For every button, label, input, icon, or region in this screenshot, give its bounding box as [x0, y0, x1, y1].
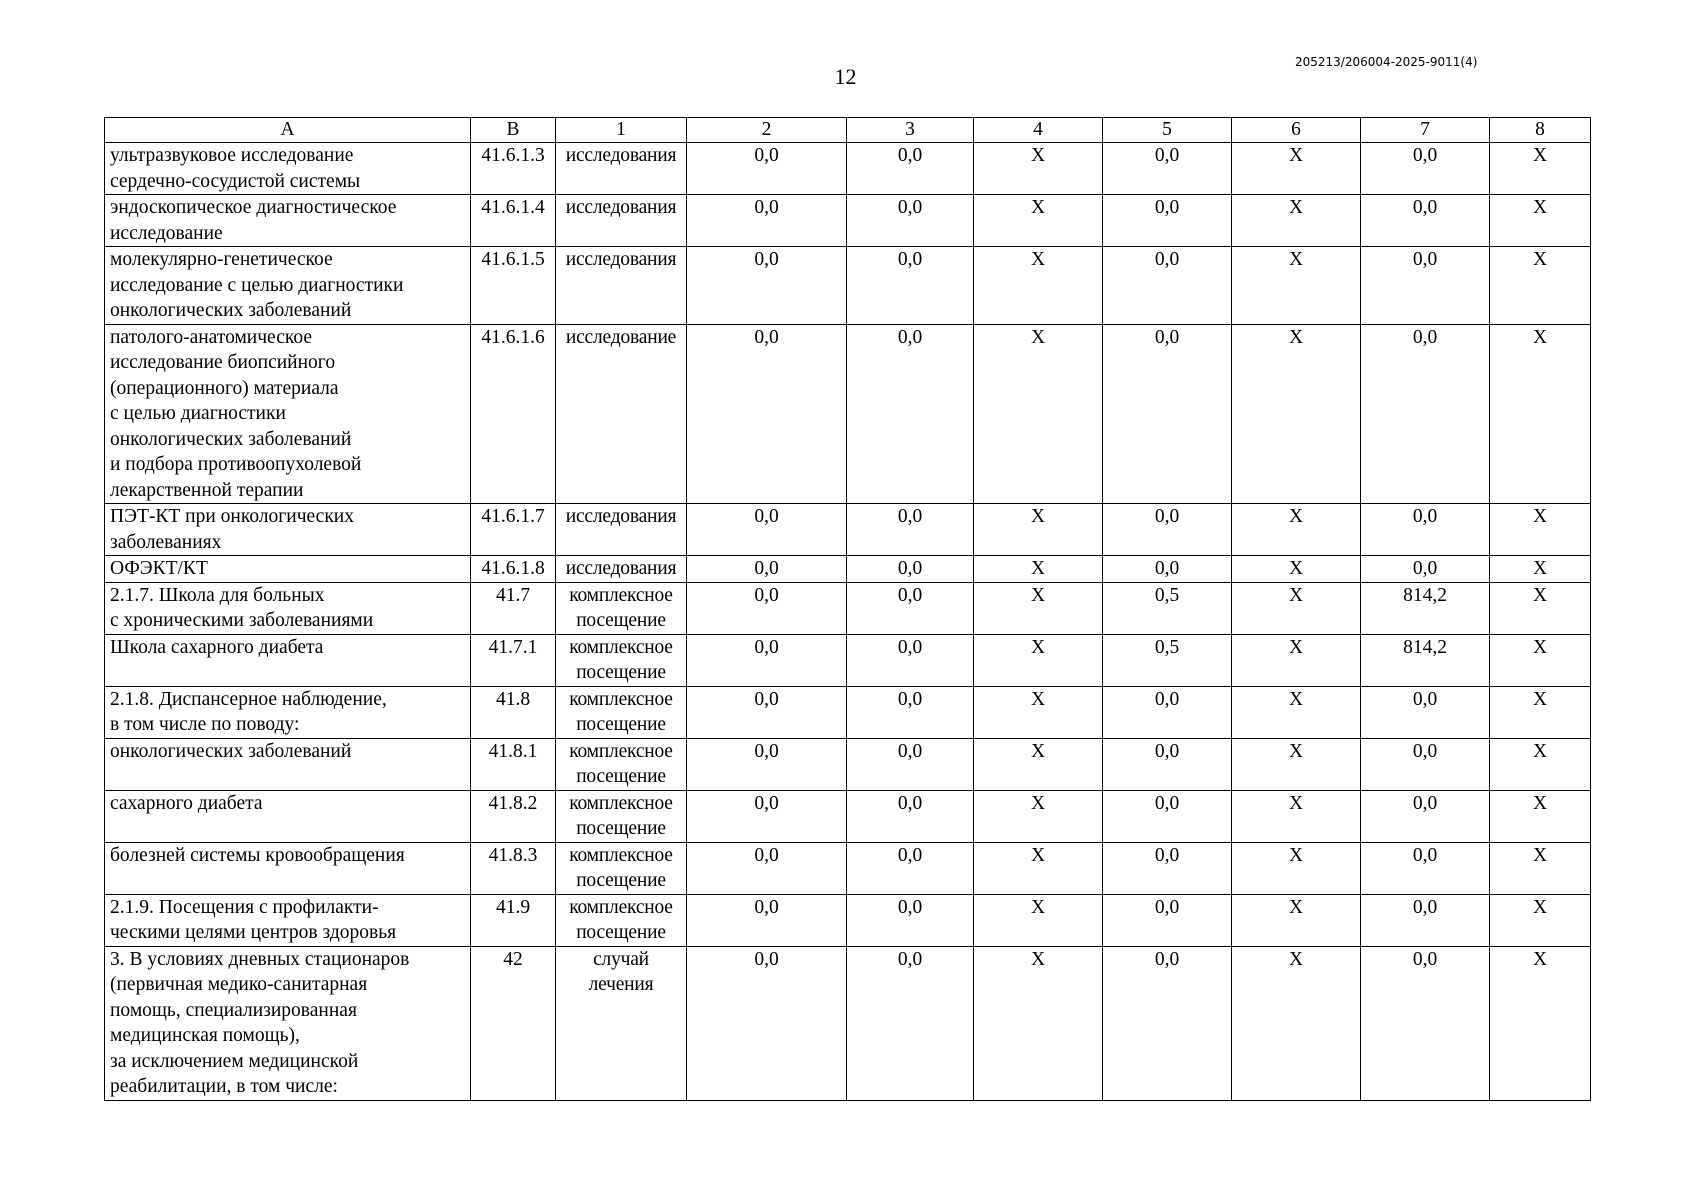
value-cell-2: 0,0	[687, 790, 847, 842]
row-code-cell: 41.7.1	[471, 634, 556, 686]
table-row	[105, 634, 1591, 686]
value-cell-7: 0,0	[1361, 842, 1490, 894]
value-cell-6: Х	[1232, 504, 1361, 556]
row-unit-cell: комплексное посещение	[556, 894, 687, 946]
value-cell-5: 0,0	[1103, 247, 1232, 325]
table-row	[105, 894, 1591, 946]
column-header: В	[471, 118, 556, 143]
table-row	[105, 686, 1591, 738]
row-code-cell: 41.9	[471, 894, 556, 946]
row-code-cell: 41.8	[471, 686, 556, 738]
header-row	[105, 118, 1591, 143]
table-row	[105, 556, 1591, 583]
row-name-cell: ПЭТ-КТ при онкологических заболеваниях	[105, 504, 471, 556]
row-code-cell: 41.6.1.4	[471, 195, 556, 247]
value-cell-2: 0,0	[687, 686, 847, 738]
row-unit-cell: исследования	[556, 556, 687, 583]
value-cell-3: 0,0	[847, 894, 974, 946]
row-unit-cell: исследования	[556, 195, 687, 247]
value-cell-3: 0,0	[847, 842, 974, 894]
value-cell-4: Х	[974, 686, 1103, 738]
value-cell-2: 0,0	[687, 504, 847, 556]
value-cell-4: Х	[974, 324, 1103, 504]
value-cell-4: Х	[974, 738, 1103, 790]
value-cell-8: Х	[1490, 247, 1591, 325]
value-cell-6: Х	[1232, 946, 1361, 1100]
row-unit-cell: комплексное посещение	[556, 738, 687, 790]
row-code-cell: 41.8.3	[471, 842, 556, 894]
value-cell-8: Х	[1490, 556, 1591, 583]
value-cell-3: 0,0	[847, 556, 974, 583]
value-cell-6: Х	[1232, 634, 1361, 686]
value-cell-8: Х	[1490, 686, 1591, 738]
value-cell-2: 0,0	[687, 842, 847, 894]
value-cell-6: Х	[1232, 842, 1361, 894]
value-cell-3: 0,0	[847, 195, 974, 247]
row-code-cell: 41.8.1	[471, 738, 556, 790]
value-cell-5: 0,0	[1103, 738, 1232, 790]
value-cell-5: 0,0	[1103, 946, 1232, 1100]
row-code-cell: 41.6.1.8	[471, 556, 556, 583]
value-cell-6: Х	[1232, 582, 1361, 634]
value-cell-8: Х	[1490, 324, 1591, 504]
value-cell-7: 0,0	[1361, 324, 1490, 504]
value-cell-8: Х	[1490, 790, 1591, 842]
row-unit-cell: комплексное посещение	[556, 790, 687, 842]
row-unit-cell: случай лечения	[556, 946, 687, 1100]
value-cell-6: Х	[1232, 556, 1361, 583]
value-cell-6: Х	[1232, 195, 1361, 247]
value-cell-3: 0,0	[847, 946, 974, 1100]
table-row	[105, 504, 1591, 556]
data-table	[104, 117, 1591, 1101]
value-cell-5: 0,0	[1103, 143, 1232, 195]
value-cell-4: Х	[974, 946, 1103, 1100]
row-name-cell: эндоскопическое диагностическое исследование	[105, 195, 471, 247]
value-cell-7: 0,0	[1361, 556, 1490, 583]
value-cell-2: 0,0	[687, 634, 847, 686]
value-cell-5: 0,5	[1103, 582, 1232, 634]
value-cell-3: 0,0	[847, 247, 974, 325]
row-unit-cell: исследования	[556, 504, 687, 556]
row-unit-cell: исследования	[556, 143, 687, 195]
row-name-cell: ультразвуковое исследование сердечно-сосудистой системы	[105, 143, 471, 195]
row-name-cell: молекулярно-генетическое исследование с целью диагностики онкологических заболеваний	[105, 247, 471, 325]
value-cell-7: 0,0	[1361, 247, 1490, 325]
value-cell-2: 0,0	[687, 143, 847, 195]
row-name-cell: 3. В условиях дневных стационаров (первичная медико-санитарная помощь, специализированная медицинская помощь), за исключением медицинской реабилитации, в том числе:	[105, 946, 471, 1100]
value-cell-2: 0,0	[687, 946, 847, 1100]
value-cell-5: 0,0	[1103, 790, 1232, 842]
table-row	[105, 738, 1591, 790]
table-row	[105, 143, 1591, 195]
row-code-cell: 41.6.1.5	[471, 247, 556, 325]
value-cell-4: Х	[974, 195, 1103, 247]
value-cell-6: Х	[1232, 790, 1361, 842]
value-cell-3: 0,0	[847, 738, 974, 790]
value-cell-6: Х	[1232, 894, 1361, 946]
value-cell-8: Х	[1490, 894, 1591, 946]
value-cell-3: 0,0	[847, 582, 974, 634]
value-cell-4: Х	[974, 842, 1103, 894]
value-cell-6: Х	[1232, 247, 1361, 325]
column-header: А	[105, 118, 471, 143]
table-row	[105, 842, 1591, 894]
value-cell-7: 0,0	[1361, 894, 1490, 946]
value-cell-7: 0,0	[1361, 686, 1490, 738]
row-unit-cell: комплексное посещение	[556, 582, 687, 634]
row-name-cell: ОФЭКТ/КТ	[105, 556, 471, 583]
value-cell-2: 0,0	[687, 738, 847, 790]
value-cell-7: 0,0	[1361, 738, 1490, 790]
value-cell-4: Х	[974, 247, 1103, 325]
value-cell-5: 0,0	[1103, 894, 1232, 946]
row-code-cell: 41.6.1.6	[471, 324, 556, 504]
column-header: 8	[1490, 118, 1591, 143]
value-cell-8: Х	[1490, 504, 1591, 556]
row-name-cell: болезней системы кровообращения	[105, 842, 471, 894]
value-cell-2: 0,0	[687, 894, 847, 946]
value-cell-2: 0,0	[687, 582, 847, 634]
value-cell-5: 0,0	[1103, 686, 1232, 738]
row-code-cell: 41.6.1.3	[471, 143, 556, 195]
column-header: 1	[556, 118, 687, 143]
row-unit-cell: комплексное посещение	[556, 842, 687, 894]
table-body	[105, 143, 1591, 1101]
value-cell-6: Х	[1232, 143, 1361, 195]
document-id: 205213/206004-2025-9011(4)	[1295, 55, 1478, 69]
value-cell-4: Х	[974, 894, 1103, 946]
row-name-cell: 2.1.7. Школа для больных с хроническими заболеваниями	[105, 582, 471, 634]
value-cell-8: Х	[1490, 582, 1591, 634]
table-row	[105, 324, 1591, 504]
column-header: 7	[1361, 118, 1490, 143]
page-number: 12	[834, 64, 857, 89]
value-cell-2: 0,0	[687, 247, 847, 325]
value-cell-4: Х	[974, 504, 1103, 556]
row-name-cell: сахарного диабета	[105, 790, 471, 842]
row-code-cell: 41.7	[471, 582, 556, 634]
value-cell-4: Х	[974, 790, 1103, 842]
value-cell-8: Х	[1490, 143, 1591, 195]
row-name-cell: 2.1.9. Посещения с профилакти- ческими целями центров здоровья	[105, 894, 471, 946]
value-cell-7: 814,2	[1361, 582, 1490, 634]
table-row	[105, 582, 1591, 634]
value-cell-3: 0,0	[847, 504, 974, 556]
value-cell-5: 0,0	[1103, 324, 1232, 504]
value-cell-5: 0,0	[1103, 842, 1232, 894]
row-name-cell: онкологических заболеваний	[105, 738, 471, 790]
value-cell-8: Х	[1490, 842, 1591, 894]
row-name-cell: 2.1.8. Диспансерное наблюдение, в том числе по поводу:	[105, 686, 471, 738]
value-cell-5: 0,5	[1103, 634, 1232, 686]
value-cell-2: 0,0	[687, 556, 847, 583]
row-code-cell: 42	[471, 946, 556, 1100]
row-unit-cell: исследование	[556, 324, 687, 504]
value-cell-3: 0,0	[847, 324, 974, 504]
value-cell-3: 0,0	[847, 790, 974, 842]
row-unit-cell: комплексное посещение	[556, 634, 687, 686]
value-cell-8: Х	[1490, 195, 1591, 247]
column-header: 3	[847, 118, 974, 143]
value-cell-6: Х	[1232, 324, 1361, 504]
value-cell-3: 0,0	[847, 143, 974, 195]
value-cell-4: Х	[974, 143, 1103, 195]
value-cell-6: Х	[1232, 738, 1361, 790]
column-header: 5	[1103, 118, 1232, 143]
row-name-cell: патолого-анатомическое исследование биопсийного (операционного) материала с целью диагностики онкологических заболеваний и подбора противоопухолевой лекарственной терапии	[105, 324, 471, 504]
value-cell-8: Х	[1490, 738, 1591, 790]
table-row	[105, 195, 1591, 247]
value-cell-7: 0,0	[1361, 143, 1490, 195]
value-cell-7: 0,0	[1361, 946, 1490, 1100]
row-code-cell: 41.8.2	[471, 790, 556, 842]
table-row	[105, 790, 1591, 842]
value-cell-4: Х	[974, 582, 1103, 634]
row-unit-cell: исследования	[556, 247, 687, 325]
row-name-cell: Школа сахарного диабета	[105, 634, 471, 686]
value-cell-5: 0,0	[1103, 504, 1232, 556]
value-cell-7: 0,0	[1361, 195, 1490, 247]
value-cell-4: Х	[974, 634, 1103, 686]
column-header: 4	[974, 118, 1103, 143]
value-cell-8: Х	[1490, 946, 1591, 1100]
table-row	[105, 247, 1591, 325]
value-cell-5: 0,0	[1103, 195, 1232, 247]
table-row	[105, 946, 1591, 1100]
value-cell-7: 814,2	[1361, 634, 1490, 686]
row-unit-cell: комплексное посещение	[556, 686, 687, 738]
value-cell-7: 0,0	[1361, 504, 1490, 556]
value-cell-4: Х	[974, 556, 1103, 583]
value-cell-2: 0,0	[687, 324, 847, 504]
value-cell-2: 0,0	[687, 195, 847, 247]
value-cell-3: 0,0	[847, 634, 974, 686]
column-header: 2	[687, 118, 847, 143]
value-cell-7: 0,0	[1361, 790, 1490, 842]
column-header: 6	[1232, 118, 1361, 143]
value-cell-8: Х	[1490, 634, 1591, 686]
value-cell-5: 0,0	[1103, 556, 1232, 583]
value-cell-3: 0,0	[847, 686, 974, 738]
row-code-cell: 41.6.1.7	[471, 504, 556, 556]
value-cell-6: Х	[1232, 686, 1361, 738]
